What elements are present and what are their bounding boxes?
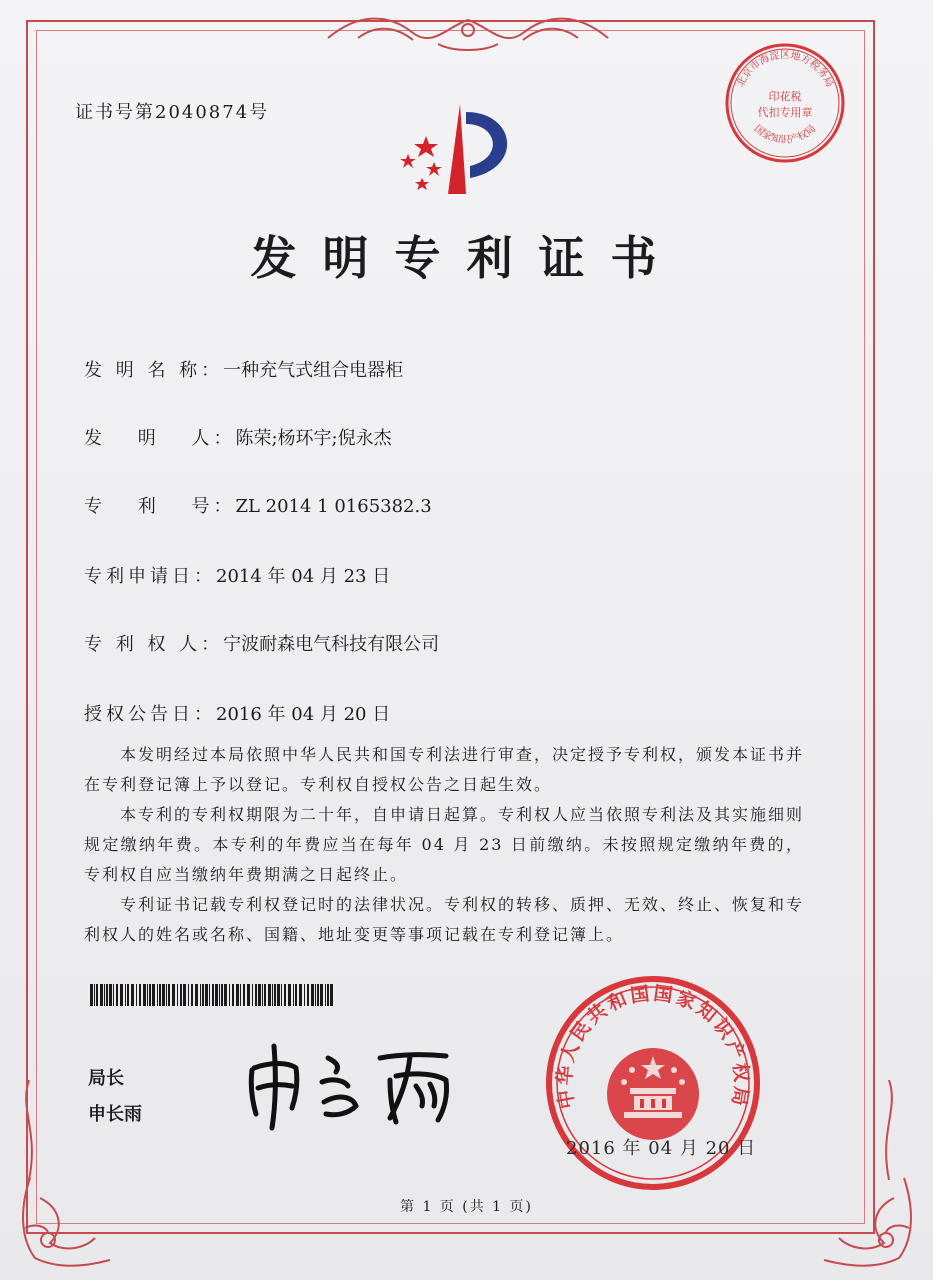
barcode-bar (274, 984, 276, 1006)
barcode-bar (307, 984, 309, 1006)
svg-text:国家知识产权局: 国家知识产权局 (751, 123, 819, 146)
barcode-icon (90, 984, 336, 1006)
barcode-bar (281, 984, 282, 1006)
svg-text:北京市海淀区地方税务局: 北京市海淀区地方税务局 (735, 49, 835, 89)
barcode-bar (215, 984, 218, 1006)
barcode-bar (131, 984, 134, 1006)
barcode-bar (109, 984, 112, 1006)
national-emblem-icon (607, 1048, 699, 1140)
seal-date: 2016 年 04 月 20 日 (566, 1138, 757, 1159)
barcode-bar (293, 984, 294, 1006)
barcode-bar (191, 984, 193, 1006)
corner-ornament-bottom-left-icon (10, 1168, 120, 1278)
barcode-bar (268, 984, 271, 1006)
barcode-bar (229, 984, 230, 1006)
field-label: 授权公告日： (84, 704, 216, 725)
barcode-bar (205, 984, 208, 1006)
barcode-bar (247, 984, 250, 1006)
field-value: 宁波耐森电气科技有限公司 (223, 634, 440, 655)
barcode-bar (295, 984, 297, 1006)
barcode-bar (90, 984, 93, 1006)
barcode-bar (327, 984, 329, 1006)
barcode-bar (284, 984, 286, 1006)
field-label: 发 明 人： (84, 428, 236, 449)
barcode-bar (252, 984, 253, 1006)
barcode-bar (180, 984, 182, 1006)
barcode-bar (317, 984, 319, 1006)
barcode-bar (143, 984, 146, 1006)
barcode-bar (311, 984, 314, 1006)
field-label: 专利申请日： (84, 566, 216, 587)
field-application-date (84, 562, 390, 588)
barcode-bar (240, 984, 241, 1006)
page-number: 第 1 页 (共 1 页) (400, 1199, 533, 1215)
barcode-bar (100, 984, 103, 1006)
barcode-bar (258, 984, 261, 1006)
barcode-bar (304, 984, 305, 1006)
barcode-bar (183, 984, 186, 1006)
barcode-bar (162, 984, 165, 1006)
barcode-bar (330, 984, 333, 1006)
field-patent-number (84, 492, 432, 518)
barcode-bar (202, 984, 204, 1006)
barcode-bar (236, 984, 239, 1006)
certificate-number: 证书号第2040874号 (75, 102, 270, 123)
paragraph-legal-status: 专利证书记载专利权登记时的法律状况。专利权的转移、质押、无效、终止、恢复和专利权人的姓名或名称、国籍、地址变更等事项记载在专利登记簿上。 (84, 895, 805, 944)
handwritten-signature (240, 1036, 460, 1132)
cnipa-logo-icon (386, 98, 536, 198)
barcode-bar (320, 984, 323, 1006)
barcode-bar (264, 984, 266, 1006)
field-value: ZL 2014 1 0165382.3 (235, 496, 432, 517)
director-name: 申长雨 (88, 1104, 142, 1125)
barcode-bar (243, 984, 245, 1006)
barcode-bar (116, 984, 118, 1006)
side-ornament-right-icon (874, 1080, 904, 1180)
field-inventors (84, 424, 392, 450)
tax-stamp-seal (722, 40, 848, 166)
barcode-bar (209, 984, 210, 1006)
certificate-title: 发明专利证书 (250, 231, 683, 285)
field-value: 陈荣;杨环宇;倪永杰 (235, 428, 392, 449)
barcode-bar (299, 984, 302, 1006)
barcode-bar (166, 984, 167, 1006)
barcode-bar (224, 984, 227, 1006)
barcode-bar (212, 984, 214, 1006)
svg-text:印花税: 印花税 (768, 90, 802, 103)
side-ornament-left-icon (14, 1080, 44, 1180)
barcode-bar (152, 984, 155, 1006)
svg-text:代扣专用章: 代扣专用章 (757, 106, 813, 119)
barcode-bar (277, 984, 280, 1006)
barcode-bar (127, 984, 129, 1006)
barcode-bar (157, 984, 158, 1006)
barcode-bar (94, 984, 95, 1006)
barcode-bar (120, 984, 123, 1006)
barcode-bar (177, 984, 178, 1006)
barcode-bar (262, 984, 263, 1006)
barcode-bar (272, 984, 273, 1006)
barcode-bar (113, 984, 114, 1006)
barcode-bar (172, 984, 175, 1006)
svg-text:中华人民共和国国家知识产权局: 中华人民共和国国家知识产权局 (553, 982, 753, 1111)
barcode-bar (136, 984, 137, 1006)
barcode-bar (106, 984, 108, 1006)
barcode-bar (219, 984, 220, 1006)
director-title: 局长 (88, 1068, 124, 1089)
field-label: 专 利 权 人： (84, 634, 224, 655)
barcode-bar (195, 984, 198, 1006)
field-value: 2016 年 04 月 20 日 (216, 704, 391, 725)
barcode-bar (200, 984, 201, 1006)
barcode-bar (325, 984, 326, 1006)
barcode-bar (168, 984, 170, 1006)
field-value: 一种充气式组合电器柜 (223, 360, 404, 381)
field-grant-date (84, 700, 390, 726)
barcode-bar (221, 984, 223, 1006)
barcode-bar (125, 984, 126, 1006)
barcode-bar (232, 984, 234, 1006)
barcode-bar (255, 984, 257, 1006)
barcode-bar (315, 984, 316, 1006)
paragraph-grant-statement: 本发明经过本局依照中华人民共和国专利法进行审查，决定授予专利权，颁发本证书并在专利登记簿上予以登记。专利权自授权公告之日起生效。 (84, 745, 805, 794)
barcode-bar (96, 984, 98, 1006)
barcode-bar (104, 984, 105, 1006)
barcode-bar (139, 984, 141, 1006)
top-ornament-icon (318, 8, 618, 56)
paragraph-term-statement: 本专利的专利权期限为二十年，自申请日起算。专利权人应当依照专利法及其实施细则规定缴纳年费。本专利的年费应当在每年 04 月 23 日前缴纳。未按照规定缴纳年费的，专利权自应当缴纳年费期满之日起终止。 (84, 805, 805, 884)
field-label: 专 利 号： (84, 496, 236, 517)
barcode-bar (149, 984, 151, 1006)
corner-ornament-bottom-right-icon (814, 1168, 924, 1278)
barcode-bar (147, 984, 148, 1006)
field-label: 发 明 名 称： (84, 360, 224, 381)
field-invention-name (84, 356, 403, 382)
barcode-bar (288, 984, 291, 1006)
field-patentee (84, 630, 439, 656)
barcode-bar (159, 984, 161, 1006)
barcode-bar (188, 984, 189, 1006)
field-value: 2014 年 04 月 23 日 (216, 566, 391, 587)
